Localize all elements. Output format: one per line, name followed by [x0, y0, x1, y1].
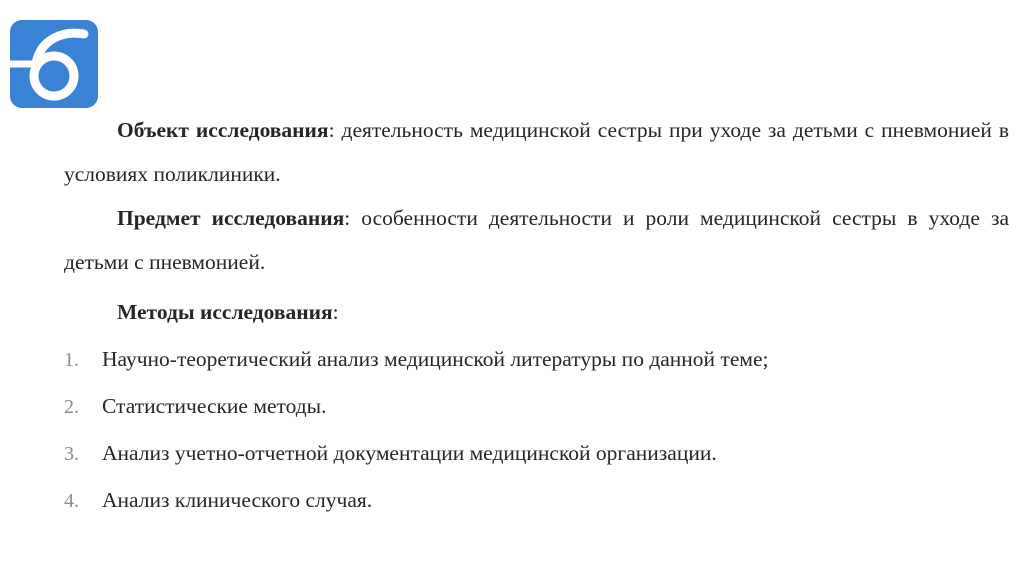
methods-suffix: :: [332, 300, 339, 324]
research-subject-text: : особенности деятельности и роли медицинской сестры в уходе за детьми с пневмонией.: [64, 206, 1009, 274]
list-item: [64, 383, 1009, 430]
list-item-text: Анализ клинического случая.: [102, 488, 373, 512]
list-item-text: Статистические методы.: [102, 394, 327, 418]
list-item-number: 3.: [64, 443, 79, 465]
list-item: [64, 477, 1009, 524]
list-item-text: Анализ учетно-отчетной документации медицинской организации.: [102, 441, 717, 465]
methods-label: Методы исследования: [117, 300, 333, 324]
list-item-number: 4.: [64, 490, 79, 512]
research-object-label: Объект исследования: [117, 118, 329, 142]
list-item-number: 2.: [64, 396, 79, 418]
six-digit-logo-icon: [10, 20, 98, 108]
list-item-text: Научно-теоретический анализ медицинской литературы по данной теме;: [102, 347, 769, 371]
methods-heading: [117, 290, 339, 334]
research-subject-label: Предмет исследования: [117, 206, 345, 230]
list-item: [64, 430, 1009, 477]
list-item: [64, 336, 1009, 383]
list-item-number: 1.: [64, 349, 79, 371]
methods-list: [64, 336, 1009, 524]
research-subject-paragraph: [64, 196, 1009, 284]
research-object-text: : деятельность медицинской сестры при уходе за детьми с пневмонией в условиях поликлиники.: [64, 118, 1009, 186]
research-object-paragraph: [64, 108, 1009, 196]
